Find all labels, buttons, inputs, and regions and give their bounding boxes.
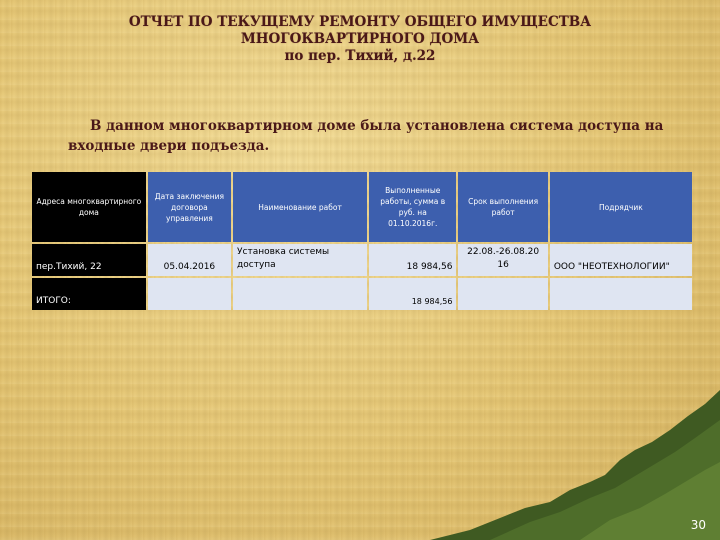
cell-address: пер.Тихий, 22 [32, 244, 146, 276]
cell-empty [233, 278, 367, 310]
green-hills-decoration [430, 390, 720, 540]
page-number: 30 [690, 518, 706, 532]
table-total-row [32, 278, 692, 310]
header-contractor: Подрядчик [550, 172, 692, 242]
table-header-row [32, 172, 692, 242]
table-row [32, 244, 692, 276]
header-amount: Выполненные работы, сумма в руб. на 01.10.2016г. [369, 172, 456, 242]
cell-work: Установка системы доступа [233, 244, 367, 276]
cell-empty [148, 278, 231, 310]
title-line-1: ОТЧЕТ ПО ТЕКУЩЕМУ РЕМОНТУ ОБЩЕГО ИМУЩЕСТВА [128, 14, 592, 30]
cell-empty [550, 278, 692, 310]
cell-contractor: ООО "НЕОТЕХНОЛОГИИ" [550, 244, 692, 276]
header-term: Срок выполнения работ [458, 172, 547, 242]
cell-empty [458, 278, 547, 310]
cell-term: 22.08.-26.08.20 16 [458, 244, 547, 276]
cell-date: 05.04.2016 [148, 244, 231, 276]
slide-title [0, 14, 720, 65]
repair-report-table [30, 170, 694, 312]
cell-total-label: ИТОГО: [32, 278, 146, 310]
header-address: Адреса многоквартирного дома [32, 172, 146, 242]
header-work-name: Наименование работ [233, 172, 367, 242]
intro-paragraph: В данном многоквартирном доме была установлена система доступа на входные двери подъезда. [68, 118, 664, 154]
title-line-2: МНОГОКВАРТИРНОГО ДОМА [240, 31, 480, 47]
title-line-3: по пер. Тихий, д.22 [284, 48, 436, 64]
cell-total-amount: 18 984,56 [369, 278, 456, 310]
header-contract-date: Дата заключения договора управления [148, 172, 231, 242]
cell-amount: 18 984,56 [369, 244, 456, 276]
